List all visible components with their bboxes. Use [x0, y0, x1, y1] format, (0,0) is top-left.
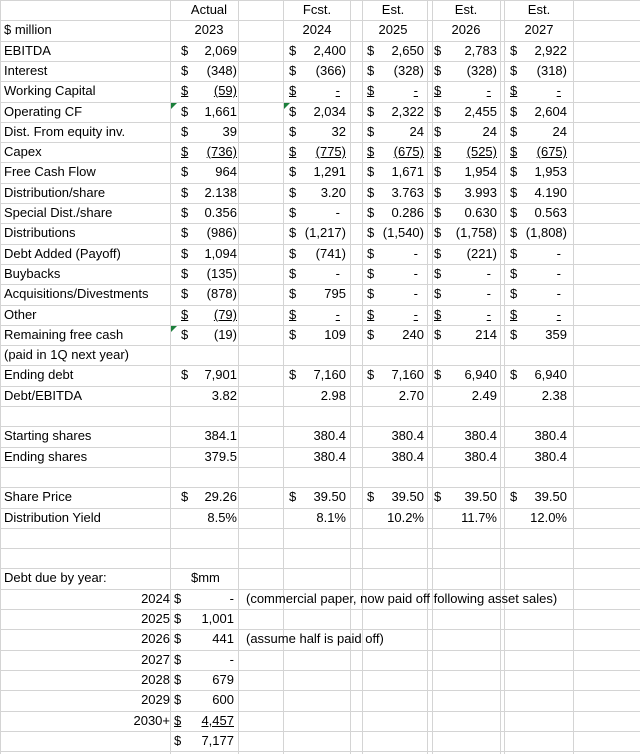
dollar-sign[interactable]: $ — [181, 124, 189, 139]
value-cell[interactable]: 1,954 — [464, 164, 497, 179]
header-col-year[interactable]: 2025 — [378, 22, 408, 37]
dollar-sign[interactable]: $ — [367, 104, 375, 119]
value-cell[interactable]: 380.4 — [534, 449, 567, 464]
row-label[interactable]: Ending debt — [4, 367, 74, 382]
dollar-sign[interactable]: $ — [434, 246, 442, 261]
value-cell[interactable]: - — [413, 266, 418, 281]
dollar-sign[interactable]: $ — [367, 144, 375, 159]
value-cell[interactable]: 39.50 — [391, 489, 424, 504]
header-col-year[interactable]: 2027 — [524, 22, 554, 37]
gridline-vertical — [0, 0, 1, 754]
dollar-sign[interactable]: $ — [289, 367, 297, 382]
value-cell[interactable]: 1,661 — [204, 104, 237, 119]
header-col-type[interactable]: Fcst. — [302, 2, 332, 17]
dollar-sign[interactable]: $ — [181, 327, 189, 342]
row-label[interactable]: Dist. From equity inv. — [4, 124, 126, 139]
gridline-horizontal — [0, 690, 640, 691]
value-cell[interactable]: (741) — [315, 246, 346, 261]
dollar-sign[interactable]: $ — [289, 144, 297, 159]
dollar-sign[interactable]: $ — [181, 266, 189, 281]
value-cell[interactable]: 380.4 — [313, 449, 346, 464]
dollar-sign[interactable]: $ — [367, 205, 375, 220]
debt-dollar[interactable]: $ — [174, 652, 182, 667]
dollar-sign[interactable]: $ — [181, 225, 189, 240]
gridline-horizontal — [0, 528, 640, 529]
debt-year[interactable]: 2025 — [141, 611, 170, 626]
value-cell[interactable]: - — [413, 83, 418, 98]
dollar-sign[interactable]: $ — [289, 164, 297, 179]
value-cell[interactable]: 1,953 — [534, 164, 567, 179]
value-cell[interactable]: 1,291 — [313, 164, 346, 179]
value-cell[interactable]: 2,069 — [204, 43, 237, 58]
value-cell[interactable]: 3.993 — [464, 185, 497, 200]
dollar-sign[interactable]: $ — [510, 43, 518, 58]
debt-amount[interactable]: 441 — [212, 631, 234, 646]
value-cell[interactable]: 359 — [545, 327, 567, 342]
value-cell[interactable]: 6,940 — [534, 367, 567, 382]
dollar-sign[interactable]: $ — [181, 367, 189, 382]
value-cell[interactable]: 0.356 — [204, 205, 237, 220]
dollar-sign[interactable]: $ — [289, 185, 297, 200]
debt-year[interactable]: 2030+ — [133, 713, 170, 728]
value-cell[interactable]: 2,604 — [534, 104, 567, 119]
dollar-sign[interactable]: $ — [289, 225, 297, 240]
row-label[interactable]: Operating CF — [4, 104, 83, 119]
value-cell[interactable]: - — [556, 83, 561, 98]
value-cell[interactable]: 2.49 — [471, 388, 497, 403]
dollar-sign[interactable]: $ — [434, 367, 442, 382]
value-cell[interactable]: (59) — [213, 83, 237, 98]
dollar-sign[interactable]: $ — [181, 43, 189, 58]
dollar-sign[interactable]: $ — [367, 225, 375, 240]
value-cell[interactable]: 1,094 — [204, 246, 237, 261]
dollar-sign[interactable]: $ — [510, 63, 518, 78]
debt-year[interactable]: 2028 — [141, 672, 170, 687]
value-cell[interactable]: 240 — [402, 327, 424, 342]
row-label[interactable]: Share Price — [4, 489, 72, 504]
dollar-sign[interactable]: $ — [510, 185, 518, 200]
dollar-sign[interactable]: $ — [289, 83, 297, 98]
debt-year[interactable]: 2029 — [141, 692, 170, 707]
value-cell[interactable]: 0.286 — [391, 205, 424, 220]
value-cell[interactable]: (79) — [213, 307, 237, 322]
debt-note[interactable]: (assume half is paid off) — [246, 631, 384, 646]
dollar-sign[interactable]: $ — [434, 489, 442, 504]
dollar-sign[interactable]: $ — [510, 246, 518, 261]
debt-dollar[interactable]: $ — [174, 631, 182, 646]
dollar-sign[interactable]: $ — [510, 266, 518, 281]
value-cell[interactable]: (348) — [206, 63, 237, 78]
value-cell[interactable]: (1,808) — [525, 225, 567, 240]
value-cell[interactable]: - — [556, 307, 561, 322]
value-cell[interactable]: - — [413, 307, 418, 322]
dollar-sign[interactable]: $ — [367, 266, 375, 281]
value-cell[interactable]: 384.1 — [204, 428, 237, 443]
dollar-sign[interactable]: $ — [510, 225, 518, 240]
row-label[interactable]: Interest — [4, 63, 48, 78]
dollar-sign[interactable]: $ — [434, 63, 442, 78]
value-cell[interactable]: - — [556, 266, 561, 281]
dollar-sign[interactable]: $ — [510, 144, 518, 159]
value-cell[interactable]: 2,650 — [391, 43, 424, 58]
dollar-sign[interactable]: $ — [434, 104, 442, 119]
comment-indicator-icon — [171, 326, 177, 332]
gridline-horizontal — [0, 751, 640, 752]
units-label[interactable]: $ million — [4, 22, 52, 37]
dollar-sign[interactable]: $ — [434, 327, 442, 342]
value-cell[interactable]: 964 — [215, 164, 237, 179]
debt-dollar[interactable]: $ — [174, 611, 182, 626]
row-label[interactable]: Buybacks — [4, 266, 61, 281]
value-cell[interactable]: - — [486, 307, 491, 322]
value-cell[interactable]: (775) — [315, 144, 346, 159]
gridline-horizontal — [0, 406, 640, 407]
dollar-sign[interactable]: $ — [510, 104, 518, 119]
value-cell[interactable]: - — [335, 307, 340, 322]
dollar-sign[interactable]: $ — [434, 266, 442, 281]
value-cell[interactable]: 214 — [475, 327, 497, 342]
debt-dollar[interactable]: $ — [174, 591, 182, 606]
comment-indicator-icon — [171, 103, 177, 109]
dollar-sign[interactable]: $ — [181, 307, 189, 322]
value-cell[interactable]: (135) — [206, 266, 237, 281]
value-cell[interactable]: 379.5 — [204, 449, 237, 464]
debt-unit[interactable]: $mm — [191, 570, 220, 585]
value-cell[interactable]: (675) — [393, 144, 424, 159]
row-label[interactable]: Ending shares — [4, 449, 88, 464]
debt-note[interactable]: (commercial paper, now paid off following asset sales) — [246, 591, 558, 606]
gridline-horizontal — [0, 711, 640, 712]
dollar-sign[interactable]: $ — [434, 225, 442, 240]
value-cell[interactable]: (221) — [466, 246, 497, 261]
row-label[interactable]: (paid in 1Q next year) — [4, 347, 130, 362]
value-cell[interactable]: 2,455 — [464, 104, 497, 119]
dollar-sign[interactable]: $ — [510, 124, 518, 139]
value-cell[interactable]: (328) — [393, 63, 424, 78]
debt-amount[interactable]: 1,001 — [201, 611, 234, 626]
dollar-sign[interactable]: $ — [289, 307, 297, 322]
value-cell[interactable]: 380.4 — [313, 428, 346, 443]
value-cell[interactable]: 1,671 — [391, 164, 424, 179]
debt-total-amount[interactable]: 7,177 — [201, 733, 234, 748]
value-cell[interactable]: 380.4 — [391, 428, 424, 443]
dollar-sign[interactable]: $ — [181, 164, 189, 179]
value-cell[interactable]: - — [413, 286, 418, 301]
dollar-sign[interactable]: $ — [434, 83, 442, 98]
value-cell[interactable]: 3.763 — [391, 185, 424, 200]
value-cell[interactable]: 2,783 — [464, 43, 497, 58]
dollar-sign[interactable]: $ — [181, 205, 189, 220]
dollar-sign[interactable]: $ — [367, 286, 375, 301]
dollar-sign[interactable]: $ — [367, 83, 375, 98]
header-col-year[interactable]: 2024 — [302, 22, 332, 37]
value-cell[interactable]: 39 — [222, 124, 237, 139]
value-cell[interactable]: 29.26 — [204, 489, 237, 504]
dollar-sign[interactable]: $ — [181, 489, 189, 504]
row-label[interactable]: Debt Added (Payoff) — [4, 246, 121, 261]
value-cell[interactable]: 32 — [331, 124, 346, 139]
dollar-sign[interactable]: $ — [510, 327, 518, 342]
dollar-sign[interactable]: $ — [367, 246, 375, 261]
value-cell[interactable]: (986) — [206, 225, 237, 240]
value-cell[interactable]: - — [486, 286, 491, 301]
value-cell[interactable]: (19) — [213, 327, 237, 342]
dollar-sign[interactable]: $ — [434, 185, 442, 200]
dollar-sign[interactable]: $ — [367, 43, 375, 58]
value-cell[interactable]: 2,034 — [313, 104, 346, 119]
row-label[interactable]: Other — [4, 307, 37, 322]
debt-dollar[interactable]: $ — [174, 672, 182, 687]
value-cell[interactable]: 4.190 — [534, 185, 567, 200]
gridline-vertical — [238, 0, 239, 754]
row-label[interactable]: Distributions — [4, 225, 76, 240]
value-cell[interactable]: (736) — [206, 144, 237, 159]
row-label[interactable]: Distribution/share — [4, 185, 106, 200]
dollar-sign[interactable]: $ — [289, 266, 297, 281]
value-cell[interactable]: 3.20 — [320, 185, 346, 200]
value-cell[interactable]: 8.1% — [316, 510, 346, 525]
dollar-sign[interactable]: $ — [181, 104, 189, 119]
value-cell[interactable]: 2.98 — [320, 388, 346, 403]
dollar-sign[interactable]: $ — [434, 164, 442, 179]
value-cell[interactable]: (1,217) — [304, 225, 346, 240]
value-cell[interactable]: 24 — [409, 124, 424, 139]
value-cell[interactable]: 380.4 — [464, 428, 497, 443]
value-cell[interactable]: 2,922 — [534, 43, 567, 58]
value-cell[interactable]: (1,758) — [455, 225, 497, 240]
value-cell[interactable]: 2.70 — [398, 388, 424, 403]
dollar-sign[interactable]: $ — [510, 205, 518, 220]
debt-year[interactable]: 2024 — [141, 591, 170, 606]
dollar-sign[interactable]: $ — [367, 327, 375, 342]
dollar-sign[interactable]: $ — [289, 104, 297, 119]
value-cell[interactable]: 24 — [552, 124, 567, 139]
dollar-sign[interactable]: $ — [434, 307, 442, 322]
dollar-sign[interactable]: $ — [289, 246, 297, 261]
dollar-sign[interactable]: $ — [181, 83, 189, 98]
value-cell[interactable]: 39.50 — [464, 489, 497, 504]
dollar-sign[interactable]: $ — [367, 489, 375, 504]
value-cell[interactable]: - — [335, 205, 340, 220]
dollar-sign[interactable]: $ — [367, 63, 375, 78]
dollar-sign[interactable]: $ — [434, 124, 442, 139]
value-cell[interactable]: 109 — [324, 327, 346, 342]
value-cell[interactable]: 3.82 — [211, 388, 237, 403]
value-cell[interactable]: (318) — [536, 63, 567, 78]
value-cell[interactable]: (328) — [466, 63, 497, 78]
gridline-horizontal — [0, 650, 640, 651]
value-cell[interactable]: - — [335, 266, 340, 281]
dollar-sign[interactable]: $ — [289, 327, 297, 342]
value-cell[interactable]: (1,540) — [382, 225, 424, 240]
dollar-sign[interactable]: $ — [510, 83, 518, 98]
dollar-sign[interactable]: $ — [367, 124, 375, 139]
gridline-horizontal — [0, 609, 640, 610]
value-cell[interactable]: 2,322 — [391, 104, 424, 119]
row-label[interactable]: Acquisitions/Divestments — [4, 286, 149, 301]
dollar-sign[interactable]: $ — [510, 164, 518, 179]
gridline-horizontal — [0, 670, 640, 671]
dollar-sign[interactable]: $ — [434, 144, 442, 159]
dollar-sign[interactable]: $ — [434, 43, 442, 58]
comment-indicator-icon — [284, 103, 290, 109]
value-cell[interactable]: 2.38 — [541, 388, 567, 403]
dollar-sign[interactable]: $ — [289, 205, 297, 220]
row-label[interactable]: Remaining free cash — [4, 327, 124, 342]
dollar-sign[interactable]: $ — [510, 307, 518, 322]
dollar-sign[interactable]: $ — [181, 246, 189, 261]
gridline-horizontal — [0, 548, 640, 549]
row-label[interactable]: Capex — [4, 144, 42, 159]
dollar-sign[interactable]: $ — [289, 489, 297, 504]
value-cell[interactable]: 2.138 — [204, 185, 237, 200]
value-cell[interactable]: 10.2% — [387, 510, 424, 525]
dollar-sign[interactable]: $ — [510, 367, 518, 382]
row-label[interactable]: Special Dist./share — [4, 205, 113, 220]
value-cell[interactable]: - — [556, 286, 561, 301]
debt-dollar[interactable]: $ — [174, 713, 182, 728]
debt-year[interactable]: 2026 — [141, 631, 170, 646]
value-cell[interactable]: - — [486, 266, 491, 281]
value-cell[interactable]: 24 — [482, 124, 497, 139]
header-col-type[interactable]: Est. — [454, 2, 478, 17]
value-cell[interactable]: (878) — [206, 286, 237, 301]
gridline-horizontal — [0, 467, 640, 468]
dollar-sign[interactable]: $ — [367, 164, 375, 179]
value-cell[interactable]: 39.50 — [313, 489, 346, 504]
value-cell[interactable]: 380.4 — [391, 449, 424, 464]
value-cell[interactable]: (366) — [315, 63, 346, 78]
dollar-sign[interactable]: $ — [181, 286, 189, 301]
dollar-sign[interactable]: $ — [434, 286, 442, 301]
dollar-sign[interactable]: $ — [181, 63, 189, 78]
row-label[interactable]: Starting shares — [4, 428, 92, 443]
value-cell[interactable]: - — [335, 83, 340, 98]
dollar-sign[interactable]: $ — [367, 185, 375, 200]
header-col-type[interactable]: Actual — [190, 2, 228, 17]
value-cell[interactable]: - — [486, 83, 491, 98]
dollar-sign[interactable]: $ — [434, 205, 442, 220]
dollar-sign[interactable]: $ — [289, 286, 297, 301]
dollar-sign[interactable]: $ — [367, 367, 375, 382]
dollar-sign[interactable]: $ — [289, 63, 297, 78]
row-label[interactable]: Debt/EBITDA — [4, 388, 83, 403]
value-cell[interactable]: - — [556, 246, 561, 261]
debt-dollar[interactable]: $ — [174, 692, 182, 707]
debt-title[interactable]: Debt due by year: — [4, 570, 107, 585]
value-cell[interactable]: 2,400 — [313, 43, 346, 58]
debt-amount[interactable]: 4,457 — [201, 713, 234, 728]
value-cell[interactable]: 7,160 — [391, 367, 424, 382]
row-label[interactable]: Free Cash Flow — [4, 164, 96, 179]
value-cell[interactable]: (525) — [466, 144, 497, 159]
gridline-horizontal — [0, 731, 640, 732]
value-cell[interactable]: - — [413, 246, 418, 261]
dollar-sign[interactable]: $ — [289, 124, 297, 139]
header-col-type[interactable]: Est. — [527, 2, 551, 17]
value-cell[interactable]: 11.7% — [461, 510, 497, 525]
row-label[interactable]: EBITDA — [4, 43, 51, 58]
value-cell[interactable]: 8.5% — [207, 510, 237, 525]
row-label[interactable]: Distribution Yield — [4, 510, 101, 525]
row-label[interactable]: Working Capital — [4, 83, 96, 98]
header-col-year[interactable]: 2023 — [194, 22, 224, 37]
value-cell[interactable]: 12.0% — [530, 510, 567, 525]
value-cell[interactable]: 7,160 — [313, 367, 346, 382]
debt-year[interactable]: 2027 — [141, 652, 170, 667]
value-cell[interactable]: 795 — [324, 286, 346, 301]
header-col-type[interactable]: Est. — [381, 2, 405, 17]
value-cell[interactable]: 0.630 — [464, 205, 497, 220]
dollar-sign[interactable]: $ — [181, 144, 189, 159]
debt-amount[interactable]: - — [229, 652, 234, 667]
value-cell[interactable]: 39.50 — [534, 489, 567, 504]
value-cell[interactable]: 0.563 — [534, 205, 567, 220]
debt-amount[interactable]: 679 — [212, 672, 234, 687]
debt-amount[interactable]: 600 — [212, 692, 234, 707]
dollar-sign[interactable]: $ — [181, 185, 189, 200]
dollar-sign[interactable]: $ — [510, 489, 518, 504]
header-col-year[interactable]: 2026 — [451, 22, 481, 37]
value-cell[interactable]: (675) — [536, 144, 567, 159]
dollar-sign[interactable]: $ — [510, 286, 518, 301]
value-cell[interactable]: 7,901 — [204, 367, 237, 382]
debt-amount[interactable]: - — [229, 591, 234, 606]
value-cell[interactable]: 6,940 — [464, 367, 497, 382]
value-cell[interactable]: 380.4 — [464, 449, 497, 464]
debt-total-dollar[interactable]: $ — [174, 733, 182, 748]
value-cell[interactable]: 380.4 — [534, 428, 567, 443]
dollar-sign[interactable]: $ — [367, 307, 375, 322]
dollar-sign[interactable]: $ — [289, 43, 297, 58]
